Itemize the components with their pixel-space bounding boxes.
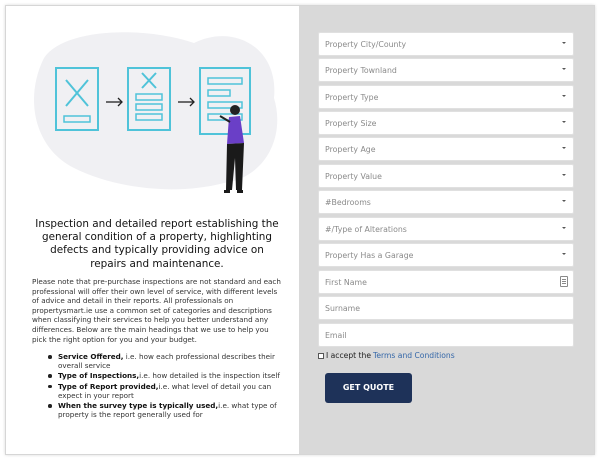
surname-input[interactable] <box>318 296 574 320</box>
chevron-down-icon <box>562 227 566 229</box>
select-label: Property Townland <box>325 66 397 75</box>
chevron-down-icon <box>562 121 566 123</box>
property-age-select[interactable] <box>318 137 574 161</box>
list-item <box>46 352 286 370</box>
list-item-title: When the survey type is typically used, <box>58 401 219 411</box>
property-type-select[interactable] <box>318 85 574 109</box>
list-item-text: i.e. how each professional describes their overall service <box>58 352 276 371</box>
chevron-down-icon <box>562 200 566 202</box>
input-placeholder: Email <box>325 331 347 340</box>
list-item <box>46 401 286 419</box>
alterations-select[interactable] <box>318 217 574 241</box>
chevron-down-icon <box>562 174 566 176</box>
get-quote-button[interactable]: GET QUOTE <box>325 373 412 403</box>
property-value-select[interactable] <box>318 164 574 188</box>
select-label: Property Value <box>325 172 382 181</box>
select-label: Property Age <box>325 145 376 154</box>
first-name-input[interactable] <box>318 270 574 294</box>
garage-select[interactable] <box>318 243 574 267</box>
contact-card-icon <box>560 276 568 287</box>
terms-link[interactable]: Terms and Conditions <box>373 351 455 360</box>
terms-row <box>318 351 455 360</box>
chevron-down-icon <box>562 147 566 149</box>
chevron-down-icon <box>562 68 566 70</box>
list-item-title: Service Offered, <box>58 352 124 361</box>
townland-select[interactable] <box>318 58 574 82</box>
page-heading: Inspection and detailed report establishing the general condition of a property, highlighting defects and typically providing advice on repairs and maintenance. <box>35 218 279 270</box>
chevron-down-icon <box>562 95 566 97</box>
city-county-select[interactable] <box>318 32 574 56</box>
list-item-title: Type of Report provided, <box>58 381 159 391</box>
list-item-text: i.e. what type of property is the report generally used for <box>58 401 277 420</box>
email-input[interactable] <box>318 323 574 347</box>
inspection-illustration <box>24 18 286 208</box>
terms-label: I accept the <box>326 351 372 360</box>
input-placeholder: Surname <box>325 304 361 313</box>
category-list <box>46 352 286 420</box>
select-label: #Bedrooms <box>325 198 371 207</box>
select-label: Property Size <box>325 119 377 128</box>
bedrooms-select[interactable] <box>318 190 574 214</box>
select-label: #/Type of Alterations <box>325 225 407 234</box>
list-item <box>46 382 286 400</box>
input-placeholder: First Name <box>325 278 367 287</box>
list-item-title: Type of Inspections, <box>58 371 140 381</box>
chevron-down-icon <box>562 42 566 44</box>
select-label: Property City/County <box>325 40 407 49</box>
info-panel <box>6 6 299 454</box>
list-item-text: i.e. what level of detail you can expect in your report <box>58 381 272 400</box>
intro-paragraph: Please note that pre-purchase inspections are not standard and each professional will offer their own level of service, with different levels of advice and detail in their reports. All professionals on propertysmart.ie use a common set of categories and descriptions when classifying their services to help you better understand any differences. Below are the main headings that we use to help you pick the right option for you and your budget. <box>32 277 281 344</box>
select-label: Property Type <box>325 93 379 102</box>
chevron-down-icon <box>562 253 566 255</box>
list-item <box>46 371 286 380</box>
terms-checkbox[interactable] <box>318 353 324 359</box>
list-item-text: i.e. how detailed is the inspection itself <box>139 371 280 381</box>
select-label: Property Has a Garage <box>325 251 414 260</box>
property-size-select[interactable] <box>318 111 574 135</box>
